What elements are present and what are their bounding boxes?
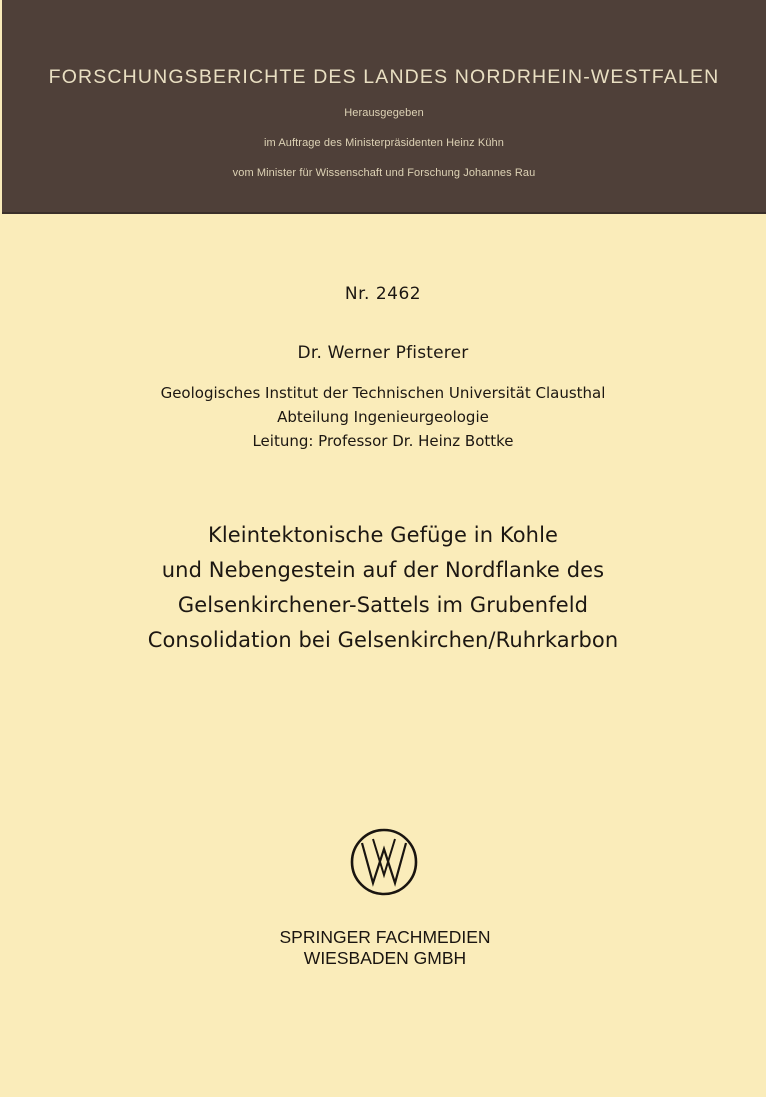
title-line: Gelsenkirchener-Sattels im Grubenfeld xyxy=(177,593,589,617)
series-header-band xyxy=(2,0,766,214)
book-title xyxy=(0,518,766,658)
institution-department: Abteilung Ingenieurgeologie xyxy=(277,408,489,426)
title-line: Consolidation bei Gelsenkirchen/Ruhrkarbon xyxy=(147,628,619,652)
institution-head: Leitung: Professor Dr. Heinz Bottke xyxy=(252,432,514,450)
editor-line-published: Herausgegeben xyxy=(344,107,424,119)
title-line: und Nebengestein auf der Nordflanke des xyxy=(161,558,605,582)
publisher-name xyxy=(0,927,766,969)
institution-name: Geologisches Institut der Technischen Universität Clausthal xyxy=(160,384,606,402)
author-name: Dr. Werner Pfisterer xyxy=(297,343,469,363)
report-number: Nr. 2462 xyxy=(344,284,422,304)
publisher-logo-icon xyxy=(349,827,419,897)
editor-line-minister: vom Minister für Wissenschaft und Forschung Johannes Rau xyxy=(232,167,536,179)
series-title: FORSCHUNGSBERICHTE DES LANDES NORDRHEIN-WESTFALEN xyxy=(48,66,720,88)
editor-line-commissioned: im Auftrage des Ministerpräsidenten Heinz Kühn xyxy=(263,137,504,149)
title-line: Kleintektonische Gefüge in Kohle xyxy=(207,523,559,547)
publisher-name-line: WIESBADEN GMBH xyxy=(303,948,467,968)
publisher-name-line: SPRINGER FACHMEDIEN xyxy=(279,927,491,947)
